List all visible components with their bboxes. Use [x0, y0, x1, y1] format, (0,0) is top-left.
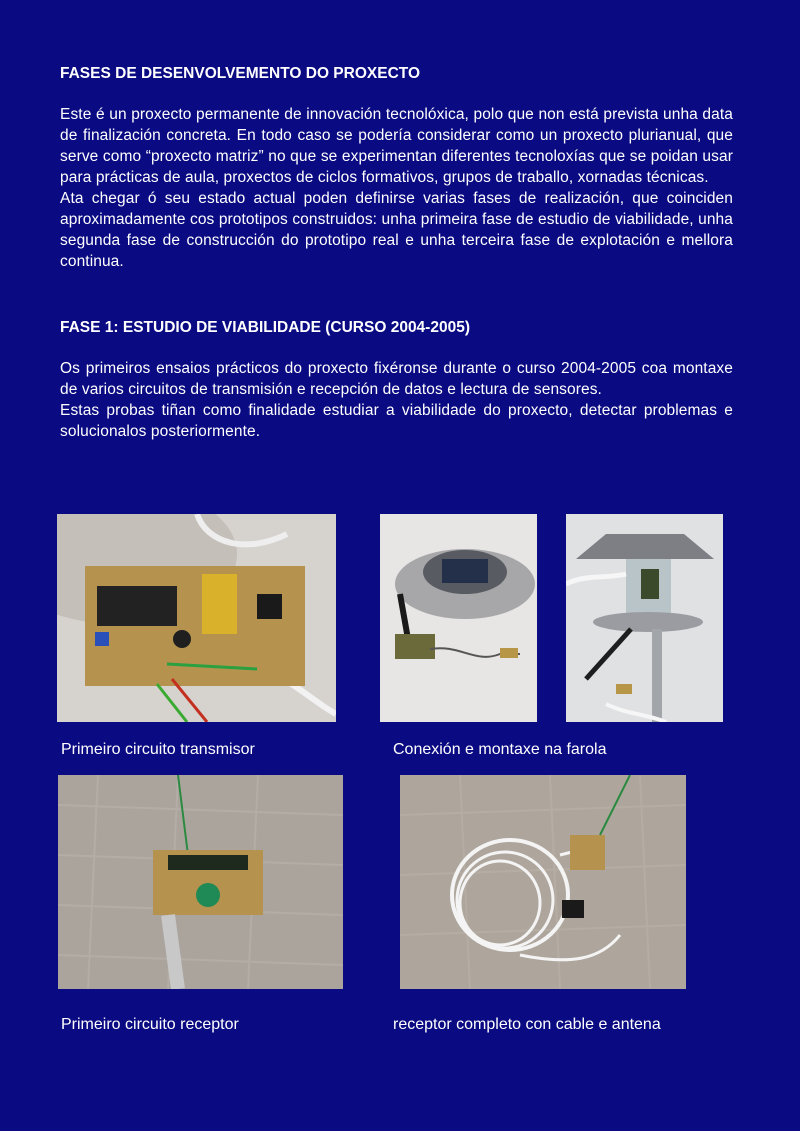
- photo-transmitter-circuit: [57, 514, 336, 722]
- caption-complete: receptor completo con cable e antena: [393, 1016, 661, 1033]
- phase1-title: FASE 1: ESTUDIO DE VIABILIDADE (CURSO 2004-2005): [60, 319, 470, 336]
- caption-lamp: Conexión e montaxe na farola: [393, 741, 607, 758]
- intro-paragraph-2: Ata chegar ó seu estado actual poden definirse varias fases de realización, que coinciden aproximadamente cos prototipos construidos: unha primeira fase de estudio de viabilidade, unha segunda fase de construcción do prototipo real e unha terceira fase de explotación e mellora continua.: [60, 190, 733, 270]
- intro-section: [60, 63, 733, 272]
- phase1-paragraph-1: Os primeiros ensaios prácticos do proxecto fixéronse durante o curso 2004-2005 coa montaxe de varios circuitos de transmisión e recepción de datos e lectura de sensores.: [60, 360, 733, 398]
- phase1-section: [60, 317, 733, 442]
- phase1-paragraph-2: Estas probas tiñan como finalidade estudiar a viabilidade do proxecto, detectar problemas e solucionalos posteriormente.: [60, 402, 733, 440]
- section-title: FASES DE DESENVOLVEMENTO DO PROXECTO: [60, 65, 421, 82]
- photo-receiver-circuit: [58, 775, 343, 989]
- photo-lamp-closeup: [566, 514, 723, 722]
- caption-receiver: Primeiro circuito receptor: [61, 1016, 239, 1033]
- caption-transmitter: Primeiro circuito transmisor: [61, 741, 255, 758]
- photo-complete-receiver: [400, 775, 686, 989]
- photo-lamp-assembly: [380, 514, 537, 722]
- intro-paragraph-1: Este é un proxecto permanente de innovación tecnolóxica, polo que non está prevista unha data de finalización concreta. En todo caso se podería considerar como un proxecto plurianual, que serve como “proxecto matriz” no que se experimentan diferentes tecnoloxías que se poidan usar para prácticas de aula, proxectos de ciclos formativos, grupos de traballo, xornadas técnicas.: [60, 106, 733, 186]
